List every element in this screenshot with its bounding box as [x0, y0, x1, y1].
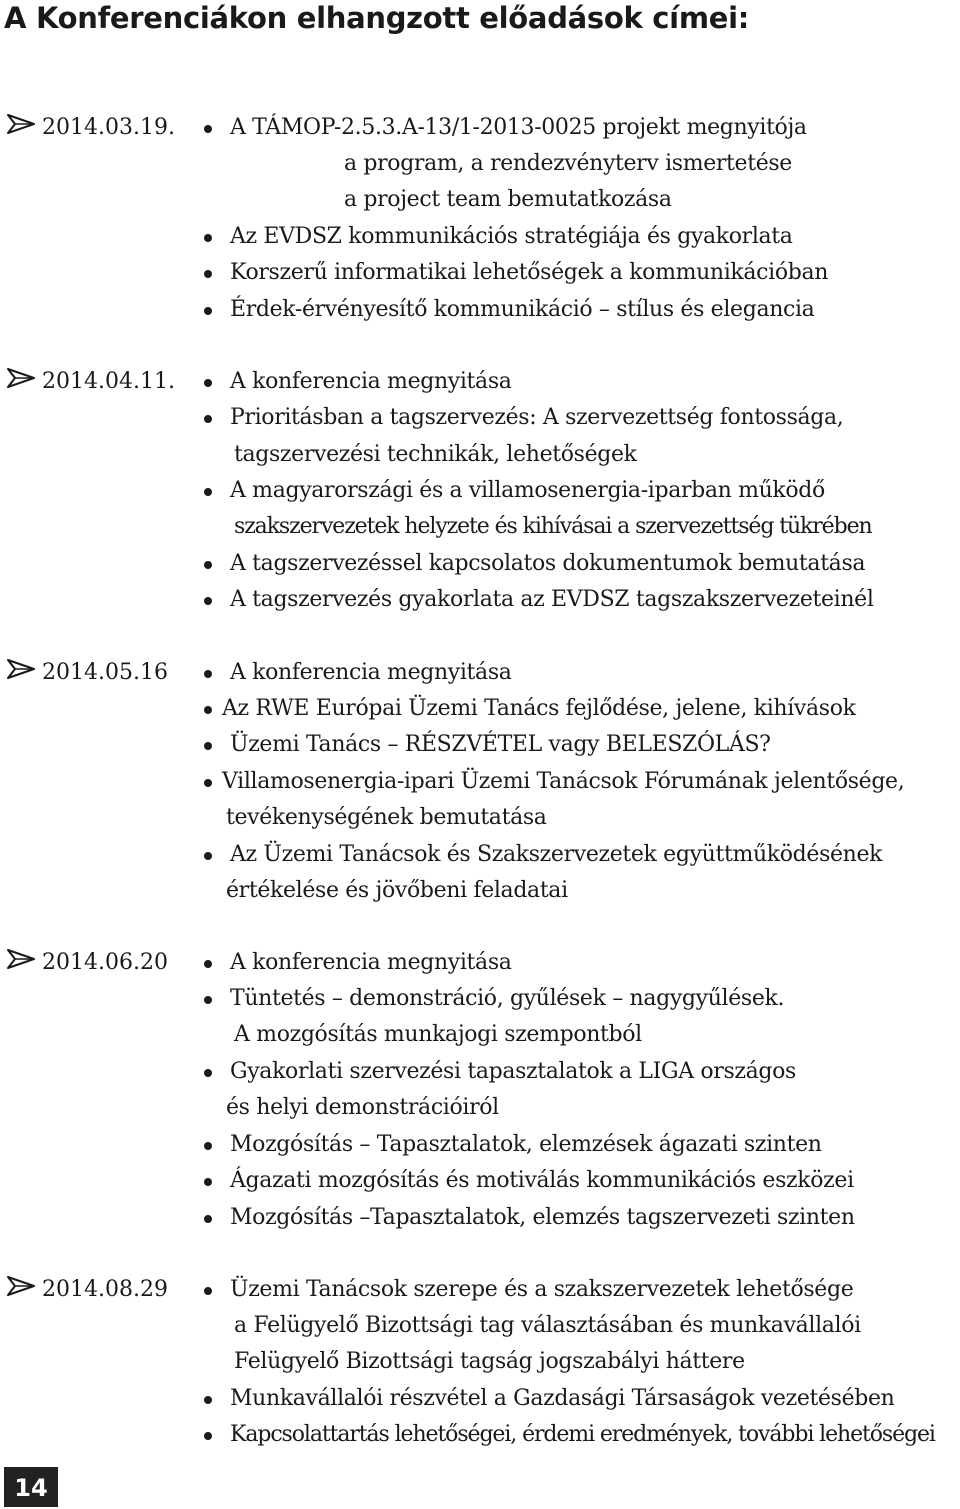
bullet-dot-icon: [204, 1432, 212, 1440]
session-date: 2014.08.29: [42, 1277, 168, 1302]
bullet-dot-icon: [204, 1142, 212, 1150]
session-date: 2014.05.16: [42, 660, 168, 685]
arrowhead-bullet-icon: [6, 113, 36, 135]
bullet-dot-icon: [204, 852, 212, 860]
bullet-dot-icon: [204, 1215, 212, 1223]
bullet-dot-icon: [204, 1069, 212, 1077]
bullet-dot-icon: [204, 307, 212, 315]
bullet-dot-icon: [204, 960, 212, 968]
session-date: 2014.06.20: [42, 950, 168, 975]
arrowhead-bullet-icon: [6, 658, 36, 680]
bullet-dot-icon: [204, 1287, 212, 1295]
arrowhead-bullet-icon: [6, 367, 36, 389]
arrowhead-bullet-icon: [6, 948, 36, 970]
session-date: 2014.03.19.: [42, 115, 175, 140]
bullet-dot-icon: [204, 234, 212, 242]
bullet-dot-icon: [204, 996, 212, 1004]
bullet-dot-icon: [204, 706, 212, 714]
bullet-dot-icon: [204, 125, 212, 133]
bullet-dot-icon: [204, 561, 212, 569]
arrowhead-bullet-icon: [6, 1275, 36, 1297]
session-date: 2014.04.11.: [42, 369, 175, 394]
page-number-badge: 14: [4, 1467, 58, 1507]
page-title: A Konferenciákon elhangzott előadások címei:: [4, 1, 750, 35]
bullet-dot-icon: [204, 270, 212, 278]
bullet-dot-icon: [204, 488, 212, 496]
bullet-dot-icon: [204, 597, 212, 605]
bullet-dot-icon: [204, 415, 212, 423]
bullet-dot-icon: [204, 670, 212, 678]
bullet-dot-icon: [204, 379, 212, 387]
bullet-dot-icon: [204, 1396, 212, 1404]
bullet-dot-icon: [204, 1178, 212, 1186]
bullet-dot-icon: [204, 742, 212, 750]
bullet-dot-icon: [204, 779, 212, 787]
